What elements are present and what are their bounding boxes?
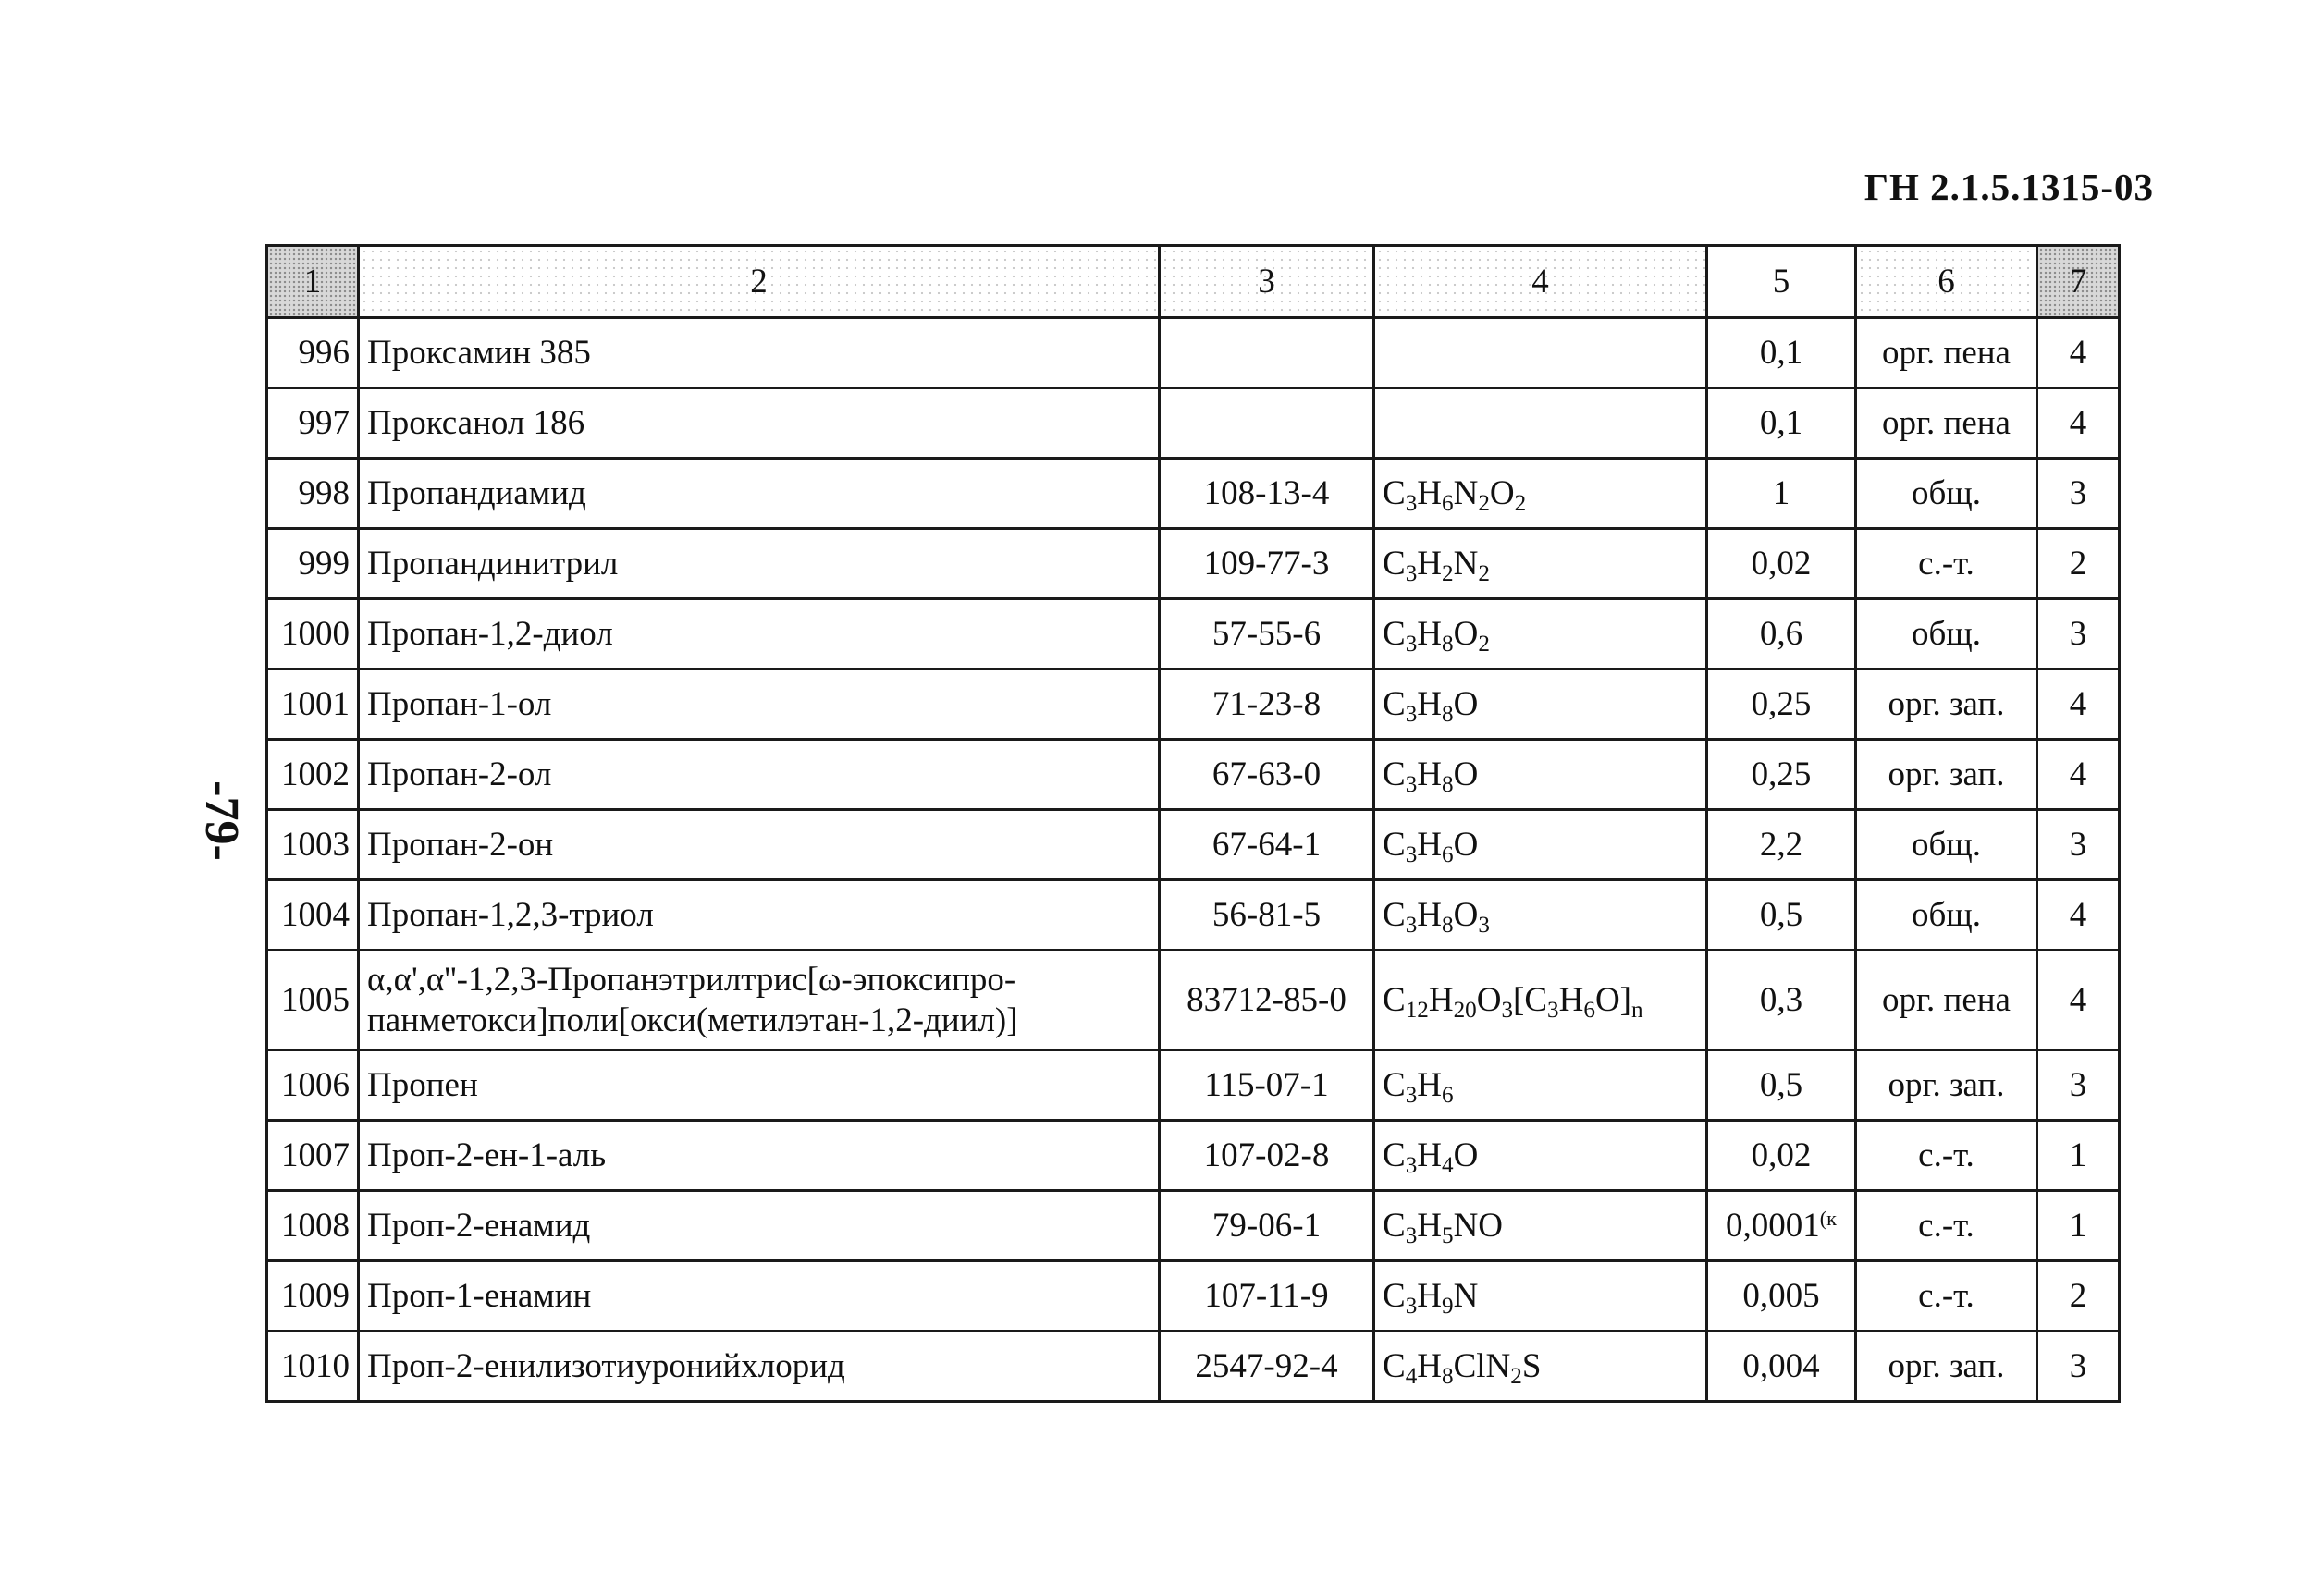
formula-element: H bbox=[1417, 615, 1442, 653]
cas-number-cell: 107-11-9 bbox=[1160, 1261, 1374, 1332]
formula-element: O bbox=[1476, 981, 1502, 1019]
formula-element: N bbox=[1453, 1277, 1479, 1315]
substance-name-cell bbox=[359, 810, 1160, 880]
formula-cell bbox=[1374, 951, 1707, 1050]
row-number-cell: 1008 bbox=[267, 1191, 359, 1261]
limit-value-cell bbox=[1707, 951, 1856, 1050]
substance-name-line: Проп-2-енамид bbox=[367, 1206, 591, 1245]
formula-cell bbox=[1374, 740, 1707, 810]
formula-element: H bbox=[1417, 1136, 1442, 1174]
row-number-cell: 998 bbox=[267, 459, 359, 529]
substance-name-cell bbox=[359, 529, 1160, 599]
substance-name-line: Проксамин 385 bbox=[367, 333, 591, 372]
formula-element: C bbox=[1383, 615, 1406, 653]
row-number-cell: 1003 bbox=[267, 810, 359, 880]
table-header-row bbox=[267, 246, 2120, 318]
row-number-cell: 1002 bbox=[267, 740, 359, 810]
substance-name-cell bbox=[359, 740, 1160, 810]
table-row bbox=[267, 318, 2120, 388]
row-number-cell: 1000 bbox=[267, 599, 359, 669]
column-header: 3 bbox=[1160, 246, 1374, 318]
formula-subscript: 2 bbox=[1442, 561, 1454, 587]
substance-name-line: Проксанол 186 bbox=[367, 403, 585, 442]
table-row bbox=[267, 459, 2120, 529]
limit-value: 0,004 bbox=[1742, 1347, 1820, 1385]
formula-element: O bbox=[1489, 474, 1515, 512]
substance-name-line: Проп-2-ен-1-аль bbox=[367, 1136, 607, 1174]
formula-element: C bbox=[1383, 685, 1406, 723]
row-number-cell: 1010 bbox=[267, 1332, 359, 1402]
formula-subscript: 6 bbox=[1442, 1083, 1454, 1109]
table-row bbox=[267, 1332, 2120, 1402]
cas-number-cell bbox=[1160, 388, 1374, 459]
hazard-indicator-cell: орг. пена bbox=[1856, 388, 2037, 459]
column-header: 2 bbox=[359, 246, 1160, 318]
formula-subscript: 8 bbox=[1442, 702, 1454, 728]
hazard-class-cell: 4 bbox=[2037, 388, 2120, 459]
formula-subscript: 6 bbox=[1442, 491, 1454, 517]
formula-element: O bbox=[1453, 1136, 1479, 1174]
hazard-class-cell: 1 bbox=[2037, 1121, 2120, 1191]
formula-element: C bbox=[1383, 826, 1406, 864]
substance-name-line: Пропандиамид bbox=[367, 473, 586, 512]
formula-cell bbox=[1374, 459, 1707, 529]
formula-subscript: 3 bbox=[1405, 1223, 1418, 1249]
formula-subscript: 3 bbox=[1405, 1294, 1418, 1320]
hazard-indicator-cell: орг. зап. bbox=[1856, 1332, 2037, 1402]
limit-value: 0,02 bbox=[1751, 1136, 1812, 1174]
hazard-indicator-cell: с.-т. bbox=[1856, 1261, 2037, 1332]
substance-name-cell bbox=[359, 459, 1160, 529]
hazard-indicator-cell: общ. bbox=[1856, 880, 2037, 951]
formula-cell bbox=[1374, 669, 1707, 740]
formula-element: H bbox=[1417, 685, 1442, 723]
limit-value-cell bbox=[1707, 599, 1856, 669]
formula-subscript: 4 bbox=[1405, 1364, 1418, 1390]
hazard-indicator-cell: орг. зап. bbox=[1856, 669, 2037, 740]
limit-value: 2,2 bbox=[1759, 826, 1803, 864]
formula-element: O bbox=[1453, 896, 1479, 934]
substance-name-cell bbox=[359, 388, 1160, 459]
hazard-class-cell: 4 bbox=[2037, 669, 2120, 740]
formula-element: N bbox=[1453, 474, 1479, 512]
formula-element: C bbox=[1383, 1277, 1406, 1315]
formula-element: C bbox=[1383, 1066, 1406, 1104]
formula-subscript: 3 bbox=[1547, 998, 1559, 1024]
formula-subscript: 6 bbox=[1583, 998, 1595, 1024]
hazard-class-cell: 3 bbox=[2037, 1050, 2120, 1121]
formula-cell bbox=[1374, 1261, 1707, 1332]
formula-element: O bbox=[1453, 826, 1479, 864]
table-row bbox=[267, 1261, 2120, 1332]
hazard-class-cell: 2 bbox=[2037, 529, 2120, 599]
limit-value-cell bbox=[1707, 318, 1856, 388]
substance-name-cell bbox=[359, 880, 1160, 951]
limit-value-note: (к bbox=[1819, 1206, 1837, 1230]
column-header: 6 bbox=[1856, 246, 2037, 318]
limit-value-cell bbox=[1707, 1332, 1856, 1402]
hazard-class-cell: 4 bbox=[2037, 740, 2120, 810]
cas-number-cell: 67-64-1 bbox=[1160, 810, 1374, 880]
row-number-cell: 1009 bbox=[267, 1261, 359, 1332]
limit-value: 0,1 bbox=[1759, 404, 1803, 442]
formula-subscript: 8 bbox=[1442, 913, 1454, 939]
substance-name-line: Пропан-2-ол bbox=[367, 755, 552, 793]
substance-name-line: α,α',α''-1,2,3-Пропанэтрилтрис[ω-эпоксипро- bbox=[367, 960, 1016, 999]
hazard-indicator-cell: орг. пена bbox=[1856, 318, 2037, 388]
formula-element: C bbox=[1383, 981, 1406, 1019]
substance-name-line: Пропан-1-ол bbox=[367, 684, 552, 723]
formula-cell bbox=[1374, 599, 1707, 669]
formula-cell bbox=[1374, 1191, 1707, 1261]
formula-subscript: 2 bbox=[1514, 491, 1527, 517]
substance-name-cell bbox=[359, 599, 1160, 669]
formula-element: S bbox=[1521, 1347, 1542, 1385]
limit-value-cell bbox=[1707, 1191, 1856, 1261]
formula-element: C bbox=[1383, 1136, 1406, 1174]
hazard-indicator-cell: общ. bbox=[1856, 599, 2037, 669]
table-row bbox=[267, 669, 2120, 740]
formula-subscript: 8 bbox=[1442, 632, 1454, 657]
hazard-class-cell: 4 bbox=[2037, 880, 2120, 951]
formula-subscript: 4 bbox=[1442, 1153, 1454, 1179]
substance-name-cell bbox=[359, 1261, 1160, 1332]
substance-name-line: Пропен bbox=[367, 1065, 478, 1104]
limit-value-cell bbox=[1707, 1261, 1856, 1332]
limit-value: 0,005 bbox=[1742, 1277, 1820, 1315]
column-header: 5 bbox=[1707, 246, 1856, 318]
hazard-class-cell: 4 bbox=[2037, 318, 2120, 388]
formula-element: H bbox=[1428, 981, 1454, 1019]
limit-value-cell bbox=[1707, 740, 1856, 810]
formula-subscript: 12 bbox=[1405, 998, 1429, 1024]
formula-element: H bbox=[1417, 1277, 1442, 1315]
limit-value: 0,3 bbox=[1759, 981, 1803, 1019]
substance-name-cell bbox=[359, 1332, 1160, 1402]
column-header: 1 bbox=[267, 246, 359, 318]
formula-subscript: 3 bbox=[1405, 1083, 1418, 1109]
hazard-class-cell: 3 bbox=[2037, 1332, 2120, 1402]
formula-cell bbox=[1374, 880, 1707, 951]
formula-subscript: 3 bbox=[1405, 632, 1418, 657]
hazard-indicator-cell: с.-т. bbox=[1856, 1191, 2037, 1261]
limit-value: 1 bbox=[1772, 474, 1790, 512]
formula-element: NO bbox=[1453, 1207, 1504, 1245]
formula-element: H bbox=[1417, 1347, 1442, 1385]
formula-subscript: 3 bbox=[1478, 913, 1490, 939]
hazard-indicator-cell: общ. bbox=[1856, 810, 2037, 880]
limit-value-cell bbox=[1707, 880, 1856, 951]
substance-name-cell bbox=[359, 318, 1160, 388]
hazard-indicator-cell: орг. зап. bbox=[1856, 1050, 2037, 1121]
hazard-indicator-cell: с.-т. bbox=[1856, 529, 2037, 599]
limit-value: 0,1 bbox=[1759, 334, 1803, 372]
table-row bbox=[267, 951, 2120, 1050]
limit-value: 0,25 bbox=[1751, 685, 1812, 723]
row-number-cell: 997 bbox=[267, 388, 359, 459]
column-header: 7 bbox=[2037, 246, 2120, 318]
formula-subscript: 2 bbox=[1478, 632, 1490, 657]
cas-number-cell: 115-07-1 bbox=[1160, 1050, 1374, 1121]
substance-name-line: панметокси]поли[окси(метилэтан-1,2-диил)] bbox=[367, 1001, 1018, 1039]
formula-subscript: 5 bbox=[1442, 1223, 1454, 1249]
formula-subscript: 3 bbox=[1405, 772, 1418, 798]
table-row bbox=[267, 810, 2120, 880]
row-number-cell: 1006 bbox=[267, 1050, 359, 1121]
formula-element: O bbox=[1453, 615, 1479, 653]
formula-element: H bbox=[1417, 474, 1442, 512]
formula-element: C bbox=[1383, 474, 1406, 512]
cas-number-cell: 79-06-1 bbox=[1160, 1191, 1374, 1261]
hazard-indicator-cell: общ. bbox=[1856, 459, 2037, 529]
table-row bbox=[267, 880, 2120, 951]
formula-subscript: 9 bbox=[1442, 1294, 1454, 1320]
cas-number-cell: 109-77-3 bbox=[1160, 529, 1374, 599]
cas-number-cell: 83712-85-0 bbox=[1160, 951, 1374, 1050]
formula-subscript: 2 bbox=[1478, 491, 1490, 517]
row-number-cell: 1007 bbox=[267, 1121, 359, 1191]
substance-name-line: Пропан-2-он bbox=[367, 825, 554, 864]
formula-element: H bbox=[1417, 1066, 1442, 1104]
cas-number-cell: 71-23-8 bbox=[1160, 669, 1374, 740]
substance-name-cell bbox=[359, 669, 1160, 740]
formula-subscript: 3 bbox=[1405, 913, 1418, 939]
substance-name-line: Пропандинитрил bbox=[367, 544, 619, 583]
formula-element: ClN bbox=[1453, 1347, 1511, 1385]
table-row bbox=[267, 1121, 2120, 1191]
hazard-class-cell: 4 bbox=[2037, 951, 2120, 1050]
formula-cell bbox=[1374, 529, 1707, 599]
table-row bbox=[267, 1191, 2120, 1261]
formula-element: C bbox=[1383, 1207, 1406, 1245]
hazard-class-cell: 3 bbox=[2037, 810, 2120, 880]
row-number-cell: 996 bbox=[267, 318, 359, 388]
formula-subscript: 2 bbox=[1510, 1364, 1522, 1390]
formula-subscript: 6 bbox=[1442, 842, 1454, 868]
formula-subscript: 2 bbox=[1478, 561, 1490, 587]
cas-number-cell bbox=[1160, 318, 1374, 388]
limit-value-cell bbox=[1707, 669, 1856, 740]
cas-number-cell: 67-63-0 bbox=[1160, 740, 1374, 810]
formula-element: O] bbox=[1594, 981, 1631, 1019]
table-row bbox=[267, 1050, 2120, 1121]
page-number: -79- bbox=[194, 780, 248, 861]
table-row bbox=[267, 740, 2120, 810]
hazard-class-cell: 3 bbox=[2037, 599, 2120, 669]
column-header: 4 bbox=[1374, 246, 1707, 318]
table-row bbox=[267, 529, 2120, 599]
formula-element: C bbox=[1383, 1347, 1406, 1385]
hazard-class-cell: 2 bbox=[2037, 1261, 2120, 1332]
limit-value: 0,6 bbox=[1759, 615, 1803, 653]
row-number-cell: 999 bbox=[267, 529, 359, 599]
formula-element: H bbox=[1417, 1207, 1442, 1245]
cas-number-cell: 108-13-4 bbox=[1160, 459, 1374, 529]
formula-subscript: 3 bbox=[1405, 702, 1418, 728]
table-row bbox=[267, 388, 2120, 459]
cas-number-cell: 56-81-5 bbox=[1160, 880, 1374, 951]
formula-subscript: 3 bbox=[1405, 491, 1418, 517]
formula-element: O bbox=[1453, 755, 1479, 793]
substance-name-cell bbox=[359, 1191, 1160, 1261]
cas-number-cell: 57-55-6 bbox=[1160, 599, 1374, 669]
formula-subscript: 3 bbox=[1405, 561, 1418, 587]
formula-subscript: 8 bbox=[1442, 1364, 1454, 1390]
limit-value: 0,25 bbox=[1751, 755, 1812, 793]
formula-cell bbox=[1374, 318, 1707, 388]
substance-name-line: Проп-1-енамин bbox=[367, 1276, 592, 1315]
limit-value-cell bbox=[1707, 810, 1856, 880]
formula-element: H bbox=[1417, 755, 1442, 793]
formula-element: H bbox=[1558, 981, 1584, 1019]
formula-element: O bbox=[1453, 685, 1479, 723]
cas-number-cell: 107-02-8 bbox=[1160, 1121, 1374, 1191]
limit-value-cell bbox=[1707, 1121, 1856, 1191]
formula-subscript: 3 bbox=[1501, 998, 1514, 1024]
limit-value: 0,0001 bbox=[1726, 1207, 1820, 1245]
formula-element: H bbox=[1417, 826, 1442, 864]
hazard-class-cell: 1 bbox=[2037, 1191, 2120, 1261]
row-number-cell: 1004 bbox=[267, 880, 359, 951]
substance-name-cell bbox=[359, 951, 1160, 1050]
substance-name-cell bbox=[359, 1050, 1160, 1121]
document-code: ГН 2.1.5.1315-03 bbox=[1863, 166, 2154, 208]
substance-name-line: Пропан-1,2,3-триол bbox=[367, 895, 654, 934]
substance-name-cell bbox=[359, 1121, 1160, 1191]
cas-number-cell: 2547-92-4 bbox=[1160, 1332, 1374, 1402]
hazard-indicator-cell: орг. пена bbox=[1856, 951, 2037, 1050]
limit-value-cell bbox=[1707, 529, 1856, 599]
table-body bbox=[267, 318, 2120, 1402]
limit-value-cell bbox=[1707, 1050, 1856, 1121]
formula-subscript: 20 bbox=[1453, 998, 1477, 1024]
hazard-indicator-cell: с.-т. bbox=[1856, 1121, 2037, 1191]
hazard-class-cell: 3 bbox=[2037, 459, 2120, 529]
limit-value-cell bbox=[1707, 388, 1856, 459]
substance-name-line: Пропан-1,2-диол bbox=[367, 614, 613, 653]
formula-subscript: 8 bbox=[1442, 772, 1454, 798]
formula-cell bbox=[1374, 1050, 1707, 1121]
formula-cell bbox=[1374, 388, 1707, 459]
hazard-indicator-cell: орг. зап. bbox=[1856, 740, 2037, 810]
formula-cell bbox=[1374, 1121, 1707, 1191]
substances-table bbox=[265, 244, 2121, 1403]
formula-subscript: 3 bbox=[1405, 842, 1418, 868]
limit-value: 0,5 bbox=[1759, 896, 1803, 934]
limit-value-cell bbox=[1707, 459, 1856, 529]
formula-element: C bbox=[1383, 896, 1406, 934]
formula-element: C bbox=[1383, 755, 1406, 793]
formula-cell bbox=[1374, 1332, 1707, 1402]
formula-subscript: 3 bbox=[1405, 1153, 1418, 1179]
limit-value: 0,02 bbox=[1751, 545, 1812, 583]
row-number-cell: 1005 bbox=[267, 951, 359, 1050]
substance-name-line: Проп-2-енилизотиуронийхлорид bbox=[367, 1346, 845, 1385]
formula-element: C bbox=[1383, 545, 1406, 583]
limit-value: 0,5 bbox=[1759, 1066, 1803, 1104]
formula-element: N bbox=[1453, 545, 1479, 583]
formula-element: H bbox=[1417, 896, 1442, 934]
formula-cell bbox=[1374, 810, 1707, 880]
table-row bbox=[267, 599, 2120, 669]
formula-subscript: n bbox=[1630, 998, 1643, 1024]
row-number-cell: 1001 bbox=[267, 669, 359, 740]
formula-element: [C bbox=[1513, 981, 1548, 1019]
formula-element: H bbox=[1417, 545, 1442, 583]
